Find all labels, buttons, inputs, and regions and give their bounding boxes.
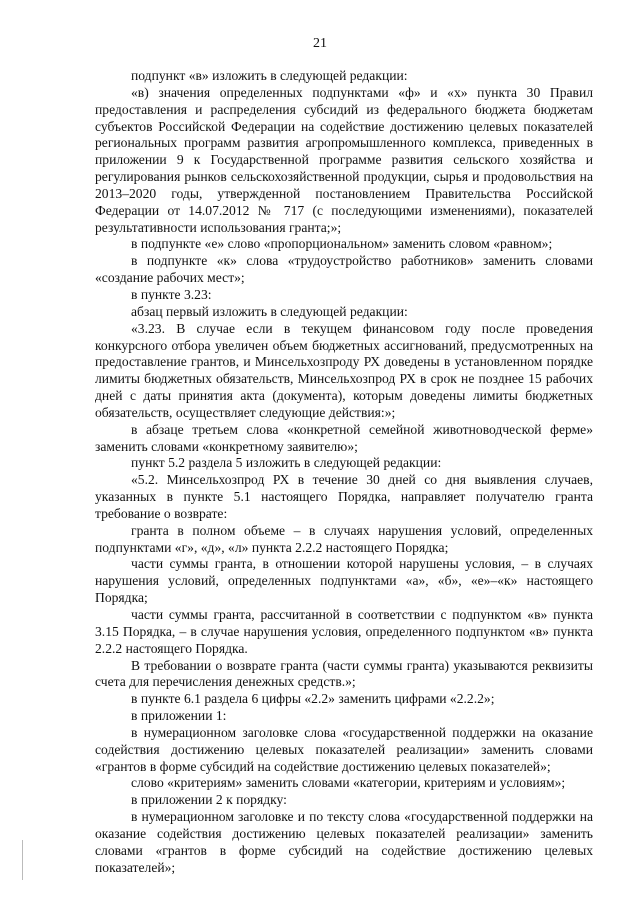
paragraph: в пункте 3.23: bbox=[131, 286, 212, 302]
paragraph: в пункте 6.1 раздела 6 цифры «2.2» заменить цифрами «2.2.2»; bbox=[131, 691, 495, 707]
paragraph: в нумерационном заголовке и по тексту слова «государственной поддержки на оказание содействия достижению целевых показателей реализации» заменить словами «грантов в форме субсидий на содействие достижению целевых показателей»; bbox=[95, 809, 593, 875]
paragraph: «в) значения определенных подпунктами «ф» и «х» пункта 30 Правил предоставления и распределения субсидий из федерального бюджета бюджетам субъектов Российской Федерации на содействие достижению целевых показателей региональных программ развития агропромышленного комплекса, приведенных в приложении 9 к Государственной программе развития сельского хозяйства и регулирования рынков сельскохозяйственной продукции, сырья и продовольствия на 2013–2020 годы, утвержденной постановлением Правительства Российской Федерации от 14.07.2012 № 717 (с последующими изменениями), показателей результативности использования гранта;»; bbox=[95, 84, 593, 235]
paragraph: в подпункте «е» слово «пропорциональном» заменить словом «равном»; bbox=[131, 236, 553, 252]
paragraph: «3.23. В случае если в текущем финансовом году после проведения конкурсного отбора увеличен объем бюджетных ассигнований, предусмотренных на предоставление грантов, и Минсельхозпроду РХ доведены в установленном порядке лимиты бюджетных обязательств, Минсельхозпрод РХ в срок не позднее 15 рабочих дней с даты принятия акта (документа), которым доведены лимиты бюджетных обязательств, осуществляет следующие действия:»; bbox=[95, 320, 593, 420]
paragraph: в приложении 1: bbox=[131, 708, 227, 724]
paragraph: гранта в полном объеме – в случаях нарушения условий, определенных подпунктами «г», «д», «л» пункта 2.2.2 настоящего Порядка; bbox=[95, 522, 593, 555]
paragraph: в подпункте «к» слова «трудоустройство работников» заменить словами «создание рабочих мест»; bbox=[95, 253, 593, 286]
page-number: 21 bbox=[313, 36, 327, 51]
faint-registration-stamp bbox=[22, 840, 112, 880]
paragraph: части суммы гранта, рассчитанной в соответствии с подпунктом «в» пункта 3.15 Порядка, – в случае нарушения условия, определенного подпунктом «в» пункта 2.2.2 настоящего Порядка. bbox=[95, 607, 593, 656]
document-body bbox=[95, 68, 593, 877]
paragraph: пункт 5.2 раздела 5 изложить в следующей редакции: bbox=[131, 455, 442, 471]
paragraph: части суммы гранта, в отношении которой нарушены условия, – в случаях нарушения условий, определенных подпунктами «а», «б», «е»–«к» настоящего Порядка; bbox=[95, 556, 593, 606]
paragraph: в приложении 2 к порядку: bbox=[131, 792, 287, 808]
paragraph: абзац первый изложить в следующей редакции: bbox=[131, 303, 408, 319]
paragraph: «5.2. Минсельхозпрод РХ в течение 30 дней со дня выявления случаев, указанных в пункте 5.1 настоящего Порядка, направляет получателю гранта требование о возврате: bbox=[95, 472, 593, 521]
paragraph: слово «критериям» заменить словами «категории, критериям и условиям»; bbox=[131, 775, 566, 791]
paragraph: в абзаце третьем слова «конкретной семейной животноводческой ферме» заменить словами «конкретному заявителю»; bbox=[95, 421, 593, 454]
paragraph: подпункт «в» изложить в следующей редакции: bbox=[131, 68, 408, 83]
paragraph: В требовании о возврате гранта (части суммы гранта) указываются реквизиты счета для перечисления денежных средств.»; bbox=[95, 657, 593, 690]
paragraph: в нумерационном заголовке слова «государственной поддержки на оказание содействия достижению целевых показателей реализации» заменить словами «грантов в форме субсидий на содействие достижению целевых показателей»; bbox=[95, 724, 593, 774]
